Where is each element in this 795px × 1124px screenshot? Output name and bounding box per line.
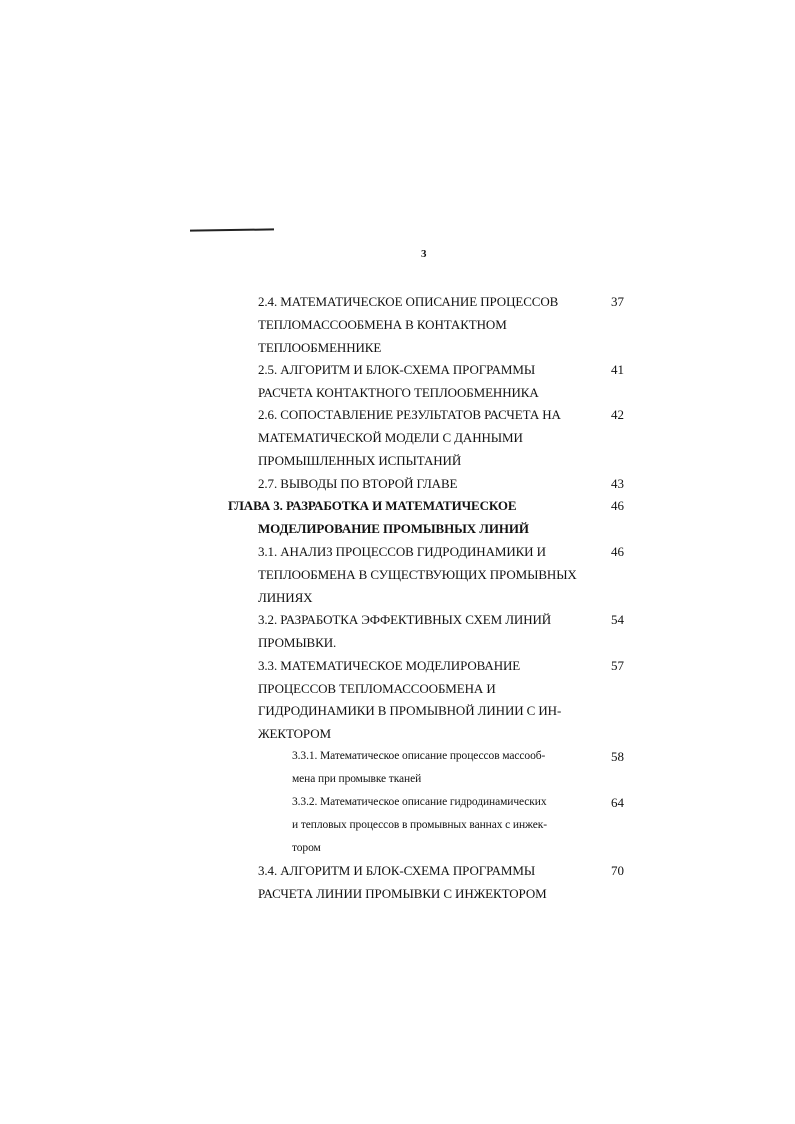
toc-entry-3-1-page: 46 <box>611 544 624 559</box>
toc-entry-3-3-2-line-2: и тепловых процессов в промывных ваннах с инжек- <box>292 819 547 831</box>
toc-entry-3-3-1-line-2: мена при промывке тканей <box>292 773 422 785</box>
toc-entry-3-4-line-1: 3.4. АЛГОРИТМ И БЛОК-СХЕМА ПРОГРАММЫ <box>258 863 536 878</box>
toc-entry-3-3-1-line-1: 3.3.1. Математическое описание процессов массооб- <box>292 750 546 762</box>
toc-entry-3-4-line-2: РАСЧЕТА ЛИНИИ ПРОМЫВКИ С ИНЖЕКТОРОМ <box>258 886 547 901</box>
toc-entry-2-5-page: 41 <box>611 362 624 377</box>
toc-entry-3-3-1-page: 58 <box>611 749 624 764</box>
toc-entry-2-4-line-1: 2.4. МАТЕМАТИЧЕСКОЕ ОПИСАНИЕ ПРОЦЕССОВ <box>258 294 559 309</box>
toc-entry-3-3-line-4: ЖЕКТОРОМ <box>258 726 331 741</box>
toc-entry-3-3-page: 57 <box>611 658 624 673</box>
toc-entry-2-6-line-3: ПРОМЫШЛЕННЫХ ИСПЫТАНИЙ <box>258 453 462 468</box>
toc-entry-3-3-line-2: ПРОЦЕССОВ ТЕПЛОМАССООБМЕНА И <box>258 681 496 696</box>
toc-entry-3-1-line-2: ТЕПЛООБМЕНА В СУЩЕСТВУЮЩИХ ПРОМЫВНЫХ <box>258 567 577 582</box>
toc-entry-2-4-line-2: ТЕПЛОМАССООБМЕНА В КОНТАКТНОМ <box>258 317 507 332</box>
toc-chapter-3-page: 46 <box>611 498 624 513</box>
toc-entry-3-3-2-page: 64 <box>611 795 624 810</box>
toc-entry-2-7-page: 43 <box>611 476 624 491</box>
toc-chapter-3-line-2: МОДЕЛИРОВАНИЕ ПРОМЫВНЫХ ЛИНИЙ <box>258 521 529 536</box>
toc-entry-3-3-2-line-3: тором <box>292 842 321 854</box>
toc-entry-3-2-page: 54 <box>611 612 624 627</box>
toc-entry-3-3-line-3: ГИДРОДИНАМИКИ В ПРОМЫВНОЙ ЛИНИИ С ИН- <box>258 703 562 718</box>
toc-entry-2-7-line-1: 2.7. ВЫВОДЫ ПО ВТОРОЙ ГЛАВЕ <box>258 476 458 491</box>
decorative-rule <box>190 228 274 231</box>
toc-entry-2-6-page: 42 <box>611 407 624 422</box>
page-number: 3 <box>421 248 427 260</box>
toc-entry-3-4-page: 70 <box>611 863 624 878</box>
toc-entry-3-2-line-1: 3.2. РАЗРАБОТКА ЭФФЕКТИВНЫХ СХЕМ ЛИНИЙ <box>258 612 552 627</box>
toc-entry-2-5-line-2: РАСЧЕТА КОНТАКТНОГО ТЕПЛООБМЕННИКА <box>258 385 539 400</box>
toc-entry-2-6-line-1: 2.6. СОПОСТАВЛЕНИЕ РЕЗУЛЬТАТОВ РАСЧЕТА НА <box>258 407 561 422</box>
toc-entry-2-5-line-1: 2.5. АЛГОРИТМ И БЛОК-СХЕМА ПРОГРАММЫ <box>258 362 536 377</box>
toc-entry-3-2-line-2: ПРОМЫВКИ. <box>258 635 337 650</box>
toc-entry-2-4-line-3: ТЕПЛООБМЕННИКЕ <box>258 340 382 355</box>
toc-entry-3-1-line-3: ЛИНИЯХ <box>258 590 313 605</box>
toc-entry-3-3-line-1: 3.3. МАТЕМАТИЧЕСКОЕ МОДЕЛИРОВАНИЕ <box>258 658 521 673</box>
toc-entry-2-6-line-2: МАТЕМАТИЧЕСКОЙ МОДЕЛИ С ДАННЫМИ <box>258 430 523 445</box>
toc-entry-3-3-2-line-1: 3.3.2. Математическое описание гидродинамических <box>292 796 547 808</box>
toc-entry-3-1-line-1: 3.1. АНАЛИЗ ПРОЦЕССОВ ГИДРОДИНАМИКИ И <box>258 544 546 559</box>
toc-chapter-3-line-1: ГЛАВА 3. РАЗРАБОТКА И МАТЕМАТИЧЕСКОЕ <box>228 498 517 513</box>
toc-entry-2-4-page: 37 <box>611 294 624 309</box>
